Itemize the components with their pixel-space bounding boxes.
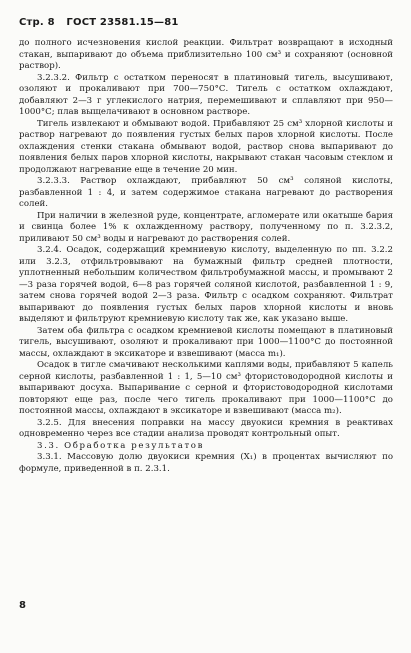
page-header xyxy=(19,17,187,28)
paragraph: 3.2.3.2. Фильтр с остатком переносят в платиновый тигель, высушивают, озоляют и прокаливают при 700—750°С. Тигель с остатком охлаждают, добавляют 2—3 г углекислого натрия, перемешивают и сплавляют при 950—1000°С; плав выщелачивают в основном растворе. xyxy=(19,72,393,117)
page-number: 8 xyxy=(19,600,26,611)
paragraph: 3.3.1. Массовую долю двуокиси кремния (X₁) в процентах вычисляют по формуле, приведенной в п. 2.3.1. xyxy=(19,452,393,474)
paragraph: При наличии в железной руде, концентрате, агломерате или окатыше бария и свинца более 1% к охлажденному раствору, полученному по п. 3.2.3.2, приливают 50 см³ воды и нагревают до растворения солей. xyxy=(19,210,393,244)
standard-code: ГОСТ 23581.15—81 xyxy=(66,17,179,28)
paragraph: 3.2.5. Для внесения поправки на массу двуокиси кремния в реактивах одновременно через все стадии анализа проводят контрольный опыт. xyxy=(19,417,393,439)
paragraph: 3.2.4. Осадок, содержащий кремниевую кислоту, выделенную по пп. 3.2.2 или 3.2.3, отфильтровывают на бумажный фильтр средней плотности, уплотненный небольшим количеством фильтробумажной массы, и промывают 2—3 раза горячей водой, 6—8 раз горячей соляной кислотой, разбавленной 1 : 9, затем снова горячей водой 2—3 раза. Фильтр с осадком сохраняют. Фильтрат выпаривают до появления густых белых паров хлорной кислоты и вновь выделяют и фильтруют кремниевую кислоту так же, как указано выше. xyxy=(19,245,393,324)
body-text xyxy=(19,38,393,475)
page-label: Стр. 8 xyxy=(19,17,55,28)
paragraph: 3.2.3.3. Раствор охлаждают, прибавляют 50 см³ соляной кислоты, разбавленной 1 : 4, и затем содержимое стакана нагревают до растворения солей. xyxy=(19,176,393,209)
paragraph: до полного исчезновения кислой реакции. Фильтрат возвращают в исходный стакан, выпаривают до объема приблизительно 100 см³ и сохраняют (основной раствор). xyxy=(19,38,393,71)
paragraph: Тигель извлекают и обмывают водой. Прибавляют 25 см³ хлорной кислоты и раствор нагревают до появления густых белых паров хлорной кислоты. После охлаждения стенки стакана обмывают водой, раствор снова выпаривают до появления белых паров хлорной кислоты, накрывают стакан часовым стеклом и продолжают нагревание еще в течение 20 мин. xyxy=(19,118,393,175)
paragraph: Осадок в тигле смачивают несколькими каплями воды, прибавляют 5 капель серной кислоты, разбавленной 1 : 1, 5—10 см³ фтористоводородной кислоты и выпаривают досуха. Выпаривание с серной и фтористоводородной кислотами повторяют еще раз, после чего тигель прокаливают при 1000—1100°С до постоянной массы, охлаждают в эксикаторе и взвешивают (масса m₂). xyxy=(19,360,393,416)
section-heading: 3.3. Обработка результатов xyxy=(37,440,205,451)
paragraph: Затем оба фильтра с осадком кремниевой кислоты помещают в платиновый тигель, высушивают, озоляют и прокаливают при 1000—1100°С до постоянной массы, охлаждают в эксикаторе и взвешивают (масса m₁). xyxy=(19,325,393,359)
